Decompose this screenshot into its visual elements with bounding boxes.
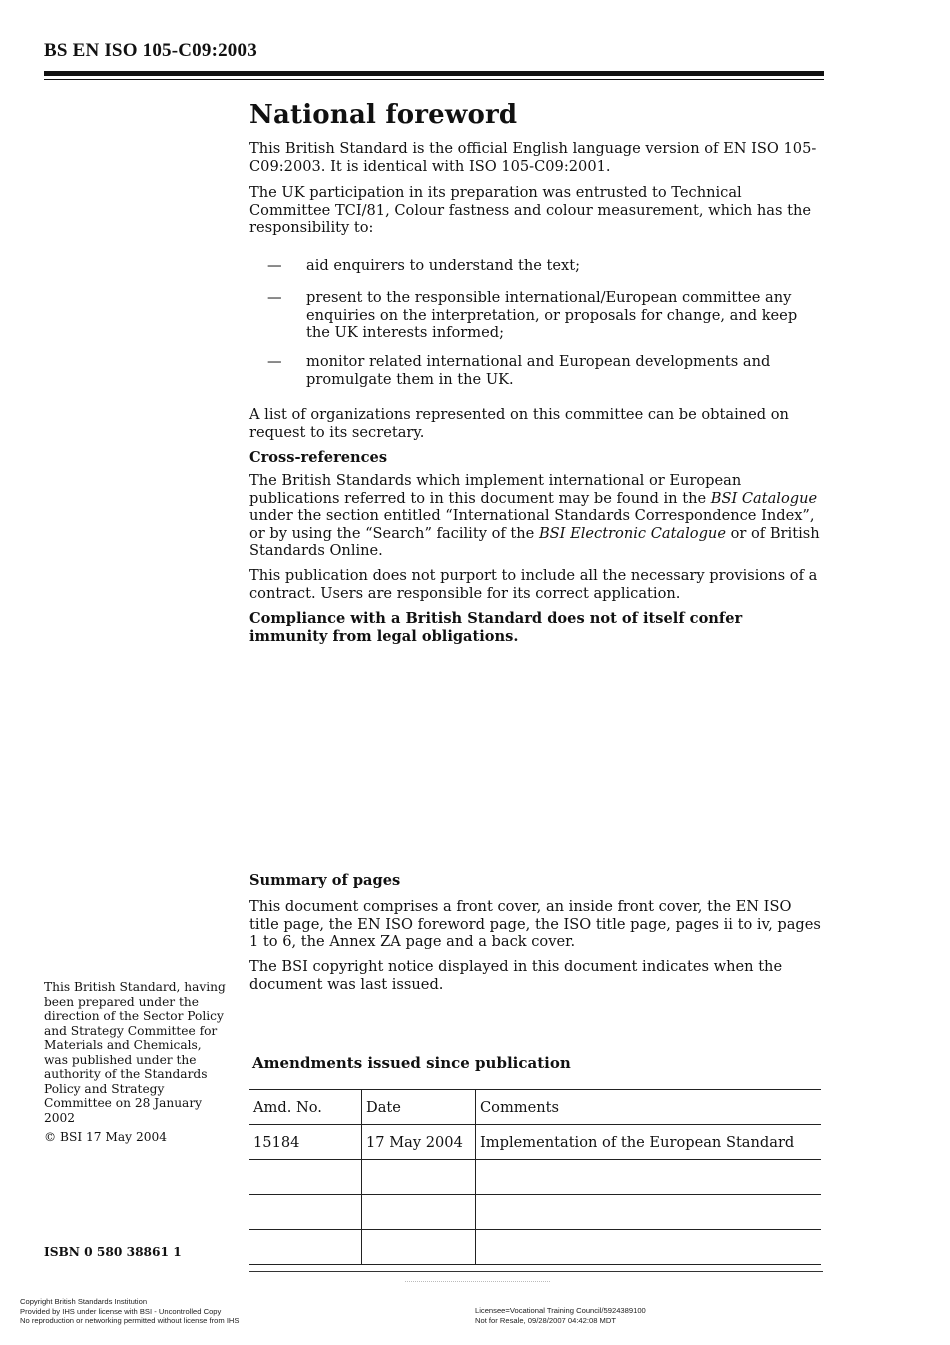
footer-line: Licensee=Vocational Training Council/5924389100: [475, 1306, 646, 1315]
column-header: Date: [362, 1090, 476, 1125]
table-cell: Implementation of the European Standard: [476, 1125, 822, 1160]
dash-marker: —: [267, 353, 282, 370]
summary-heading: Summary of pages: [249, 872, 401, 889]
column-header: Comments: [476, 1090, 822, 1125]
responsibility-list: [249, 257, 824, 397]
table-cell: [249, 1230, 362, 1265]
table-cell: [362, 1195, 476, 1230]
summary-paragraph-1: This document comprises a front cover, an inside front cover, the EN ISO title page, the EN ISO foreword page, the ISO title page, pages ii to iv, pages 1 to 6, the Annex ZA page and a back cover.: [249, 898, 821, 950]
table-cell: 15184: [249, 1125, 362, 1160]
footer-line: No reproduction or networking permitted without license from IHS: [20, 1316, 240, 1325]
column-header: Amd. No.: [249, 1090, 362, 1125]
footer-line: Copyright British Standards Institution: [20, 1297, 148, 1306]
compliance-statement: Compliance with a British Standard does not of itself confer immunity from legal obligations.: [249, 610, 743, 645]
document-id: BS EN ISO 105-C09:2003: [44, 40, 257, 61]
footer-right: [475, 1306, 646, 1325]
table-row: [249, 1195, 821, 1230]
table-cell: [476, 1160, 822, 1195]
table-cell: [476, 1195, 822, 1230]
intro-paragraph-1: This British Standard is the official English language version of EN ISO 105-C09:2003. It is identical with ISO 105-C09:2001.: [249, 140, 817, 175]
cross-references-paragraph: [249, 472, 824, 560]
committee-list-note: A list of organizations represented on this committee can be obtained on request to its secretary.: [249, 406, 789, 441]
footer-left: [20, 1297, 239, 1326]
table-cell: [249, 1195, 362, 1230]
table-cell: [249, 1160, 362, 1195]
copyright-date: © BSI 17 May 2004: [44, 1130, 167, 1144]
crossref-text-2: under the section entitled “International Standards Correspondence Index”, or by using the “Search” facility of the: [249, 507, 815, 542]
table-cell: 17 May 2004: [362, 1125, 476, 1160]
crossref-text-3: or of British Standards Online.: [249, 524, 820, 559]
faint-watermark-line: [405, 1281, 550, 1284]
list-item-text: present to the responsible international/European committee any enquiries on the interpretation, or proposals for change, and keep the UK interests informed;: [306, 289, 798, 341]
table-row: [249, 1230, 821, 1265]
bsi-electronic-catalogue-title: BSI Electronic Catalogue: [538, 524, 726, 542]
footer-line: Provided by IHS under license with BSI - Uncontrolled Copy: [20, 1306, 222, 1316]
summary-paragraph-2: The BSI copyright notice displayed in this document indicates when the document was last issued.: [249, 958, 783, 993]
footer-line: Not for Resale, 09/28/2007 04:42:08 MDT: [475, 1315, 616, 1325]
crossref-text-1: The British Standards which implement international or European publications referred to in this document may be found in the: [249, 472, 742, 507]
amendments-table: [249, 1089, 821, 1265]
dash-marker: —: [267, 257, 282, 274]
header-rule-thick: [44, 71, 824, 76]
table-cell: [362, 1160, 476, 1195]
table-cell: [476, 1230, 822, 1265]
list-item-text: monitor related international and European developments and promulgate them in the UK.: [306, 353, 771, 388]
header-rule-thin: [44, 79, 824, 80]
disclaimer-paragraph: This publication does not purport to include all the necessary provisions of a contract. Users are responsible for its correct application.: [249, 567, 818, 602]
list-item-text: aid enquirers to understand the text;: [306, 257, 581, 274]
table-cell: [362, 1230, 476, 1265]
table-row: [249, 1160, 821, 1195]
isbn: ISBN 0 580 38861 1: [44, 1245, 182, 1259]
bsi-catalogue-title: BSI Catalogue: [710, 489, 818, 507]
table-header-row: [249, 1090, 821, 1125]
amendments-title: Amendments issued since publication: [252, 1054, 571, 1072]
dash-marker: —: [267, 289, 282, 306]
table-row: [249, 1125, 821, 1160]
approval-note: This British Standard, having been prepared under the direction of the Sector Policy and Strategy Committee for Materials and Chemicals, was published under the authority of the Standards Policy and Strategy Committee on 28 January 2002: [44, 980, 226, 1125]
footer-rule: [249, 1271, 823, 1272]
cross-references-heading: Cross-references: [249, 449, 388, 466]
page-title: National foreword: [249, 100, 518, 130]
intro-paragraph-2: The UK participation in its preparation was entrusted to Technical Committee TCI/81, Colour fastness and colour measurement, which has the responsibility to:: [249, 184, 811, 236]
